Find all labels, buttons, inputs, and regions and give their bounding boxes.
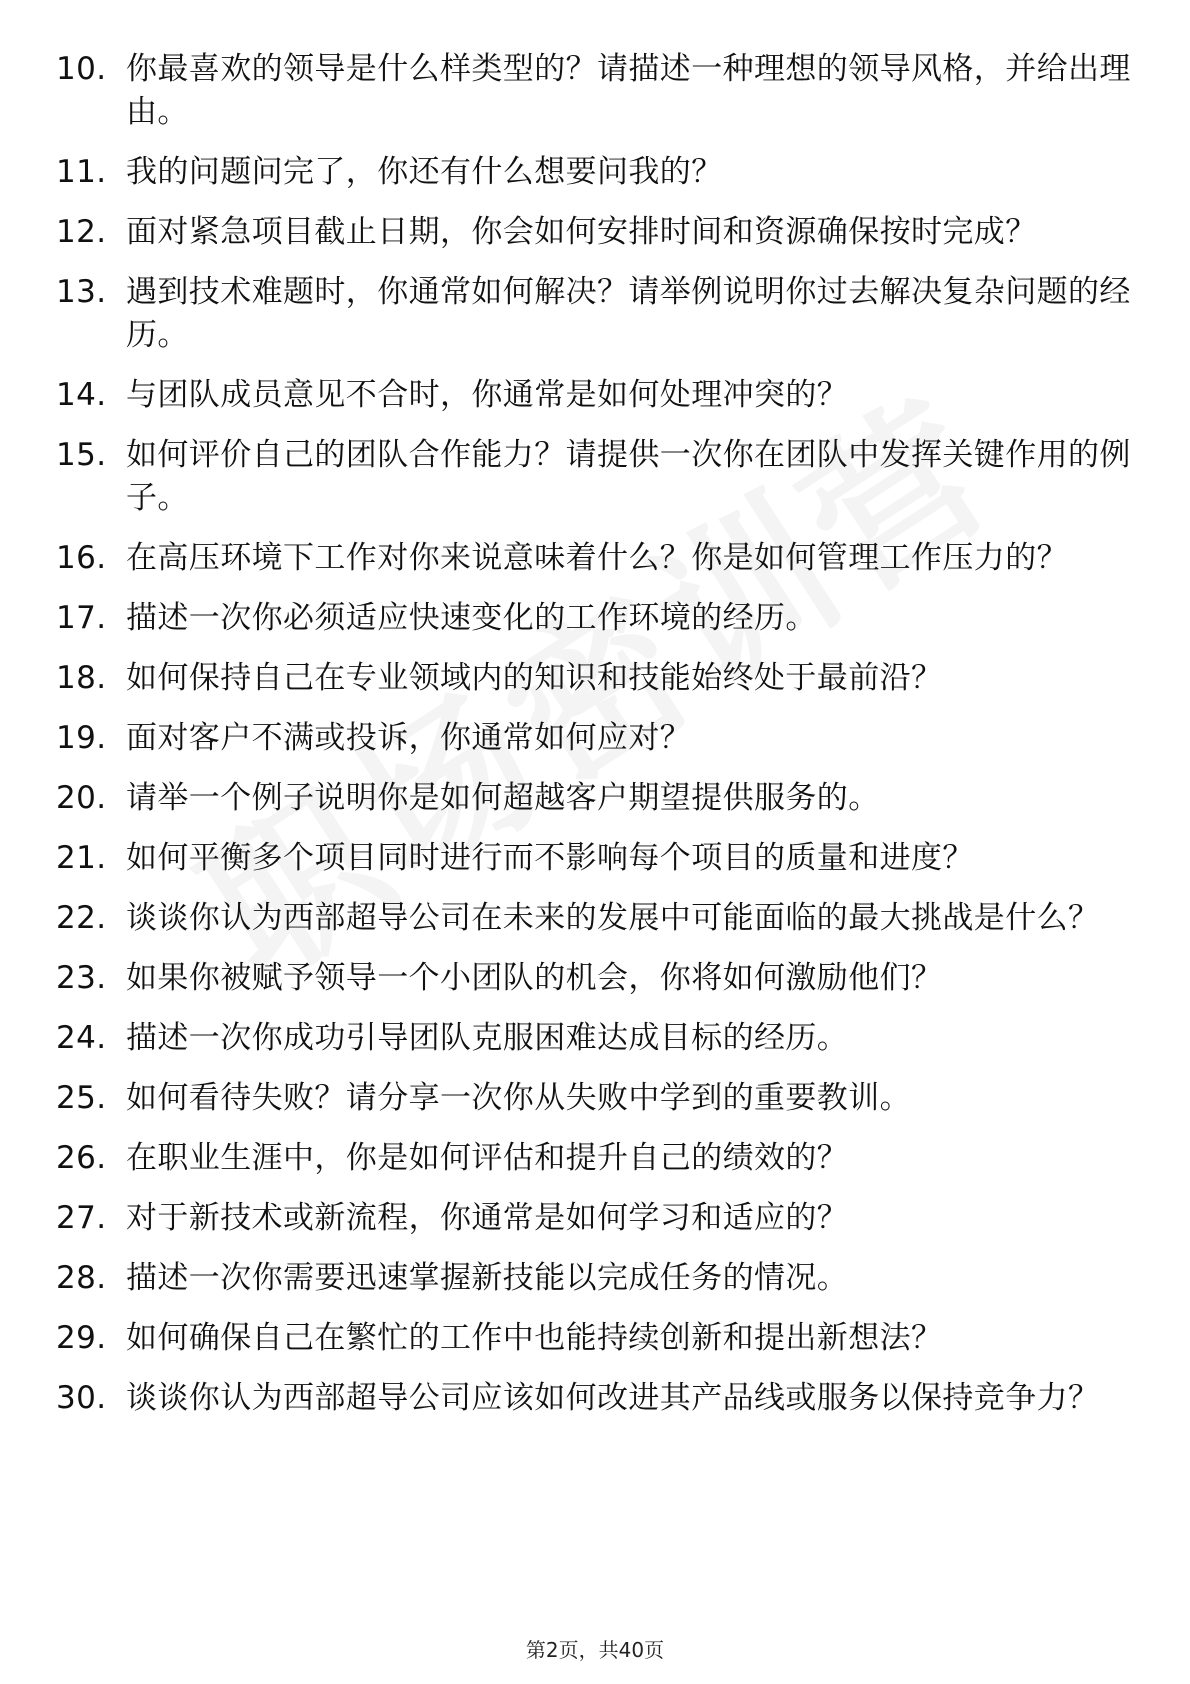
- question-text: 谈谈你认为西部超导公司在未来的发展中可能面临的最大挑战是什么？: [126, 900, 1100, 936]
- question-text: 如果你被赋予领导一个小团队的机会，你将如何激励他们？: [126, 960, 943, 996]
- list-item: [56, 1377, 1136, 1420]
- question-number: 11.: [56, 154, 107, 190]
- question-number: 28.: [56, 1260, 107, 1296]
- question-number: 17.: [56, 600, 107, 636]
- page-footer: 第2页，共40页: [525, 1638, 665, 1662]
- question-text: 与团队成员意见不合时，你通常是如何处理冲突的？: [126, 377, 849, 413]
- list-item: [56, 777, 1136, 820]
- list-item: [56, 374, 1136, 417]
- question-number: 30.: [56, 1380, 107, 1416]
- question-text: 如何平衡多个项目同时进行而不影响每个项目的质量和进度？: [126, 840, 974, 876]
- question-text: 在高压环境下工作对你来说意味着什么？你是如何管理工作压力的？: [126, 540, 1068, 576]
- question-number: 19.: [56, 720, 107, 756]
- list-item: [56, 537, 1136, 580]
- question-number: 25.: [56, 1080, 107, 1116]
- list-item: [56, 957, 1136, 1000]
- question-number: 23.: [56, 960, 107, 996]
- list-item: [56, 1017, 1136, 1060]
- question-number: 22.: [56, 900, 107, 936]
- question-text: 如何确保自己在繁忙的工作中也能持续创新和提出新想法？: [126, 1320, 943, 1356]
- list-item: [56, 717, 1136, 760]
- list-item: [56, 1197, 1136, 1240]
- list-item: [56, 271, 1136, 357]
- list-item: [56, 837, 1136, 880]
- list-item: [56, 434, 1136, 520]
- question-text: 谈谈你认为西部超导公司应该如何改进其产品线或服务以保持竞争力？: [126, 1380, 1100, 1416]
- question-text: 请举一个例子说明你是如何超越客户期望提供服务的。: [126, 780, 880, 816]
- question-text: 如何评价自己的团队合作能力？请提供一次你在团队中发挥关键作用的例子。: [126, 437, 1131, 516]
- question-text: 在职业生涯中，你是如何评估和提升自己的绩效的？: [126, 1140, 849, 1176]
- question-number: 26.: [56, 1140, 107, 1176]
- list-item: [56, 151, 1136, 194]
- question-number: 24.: [56, 1020, 107, 1056]
- question-text: 描述一次你需要迅速掌握新技能以完成任务的情况。: [126, 1260, 849, 1296]
- question-number: 14.: [56, 377, 107, 413]
- question-text: 遇到技术难题时，你通常如何解决？请举例说明你过去解决复杂问题的经历。: [126, 274, 1131, 353]
- question-text: 对于新技术或新流程，你通常是如何学习和适应的？: [126, 1200, 849, 1236]
- question-number: 27.: [56, 1200, 107, 1236]
- list-item: [56, 48, 1136, 134]
- question-text: 描述一次你必须适应快速变化的工作环境的经历。: [126, 600, 817, 636]
- question-text: 面对紧急项目截止日期，你会如何安排时间和资源确保按时完成？: [126, 214, 1037, 250]
- question-number: 29.: [56, 1320, 107, 1356]
- question-number: 13.: [56, 274, 107, 310]
- question-text: 描述一次你成功引导团队克服困难达成目标的经历。: [126, 1020, 849, 1056]
- question-number: 15.: [56, 437, 107, 473]
- list-item: [56, 1077, 1136, 1120]
- list-item: [56, 597, 1136, 640]
- question-number: 12.: [56, 214, 107, 250]
- question-text: 如何保持自己在专业领域内的知识和技能始终处于最前沿？: [126, 660, 943, 696]
- list-item: [56, 1257, 1136, 1300]
- question-text: 你最喜欢的领导是什么样类型的？请描述一种理想的领导风格，并给出理由。: [126, 51, 1131, 130]
- question-number: 10.: [56, 51, 107, 87]
- list-item: [56, 1137, 1136, 1180]
- question-number: 20.: [56, 780, 107, 816]
- list-item: [56, 897, 1136, 940]
- question-number: 21.: [56, 840, 107, 876]
- list-item: [56, 211, 1136, 254]
- list-item: [56, 657, 1136, 700]
- question-number: 16.: [56, 540, 107, 576]
- list-item: [56, 1317, 1136, 1360]
- question-list: [56, 48, 1136, 1437]
- question-text: 我的问题问完了，你还有什么想要问我的？: [126, 154, 723, 190]
- question-text: 面对客户不满或投诉，你通常如何应对？: [126, 720, 692, 756]
- question-number: 18.: [56, 660, 107, 696]
- question-text: 如何看待失败？请分享一次你从失败中学到的重要教训。: [126, 1080, 911, 1116]
